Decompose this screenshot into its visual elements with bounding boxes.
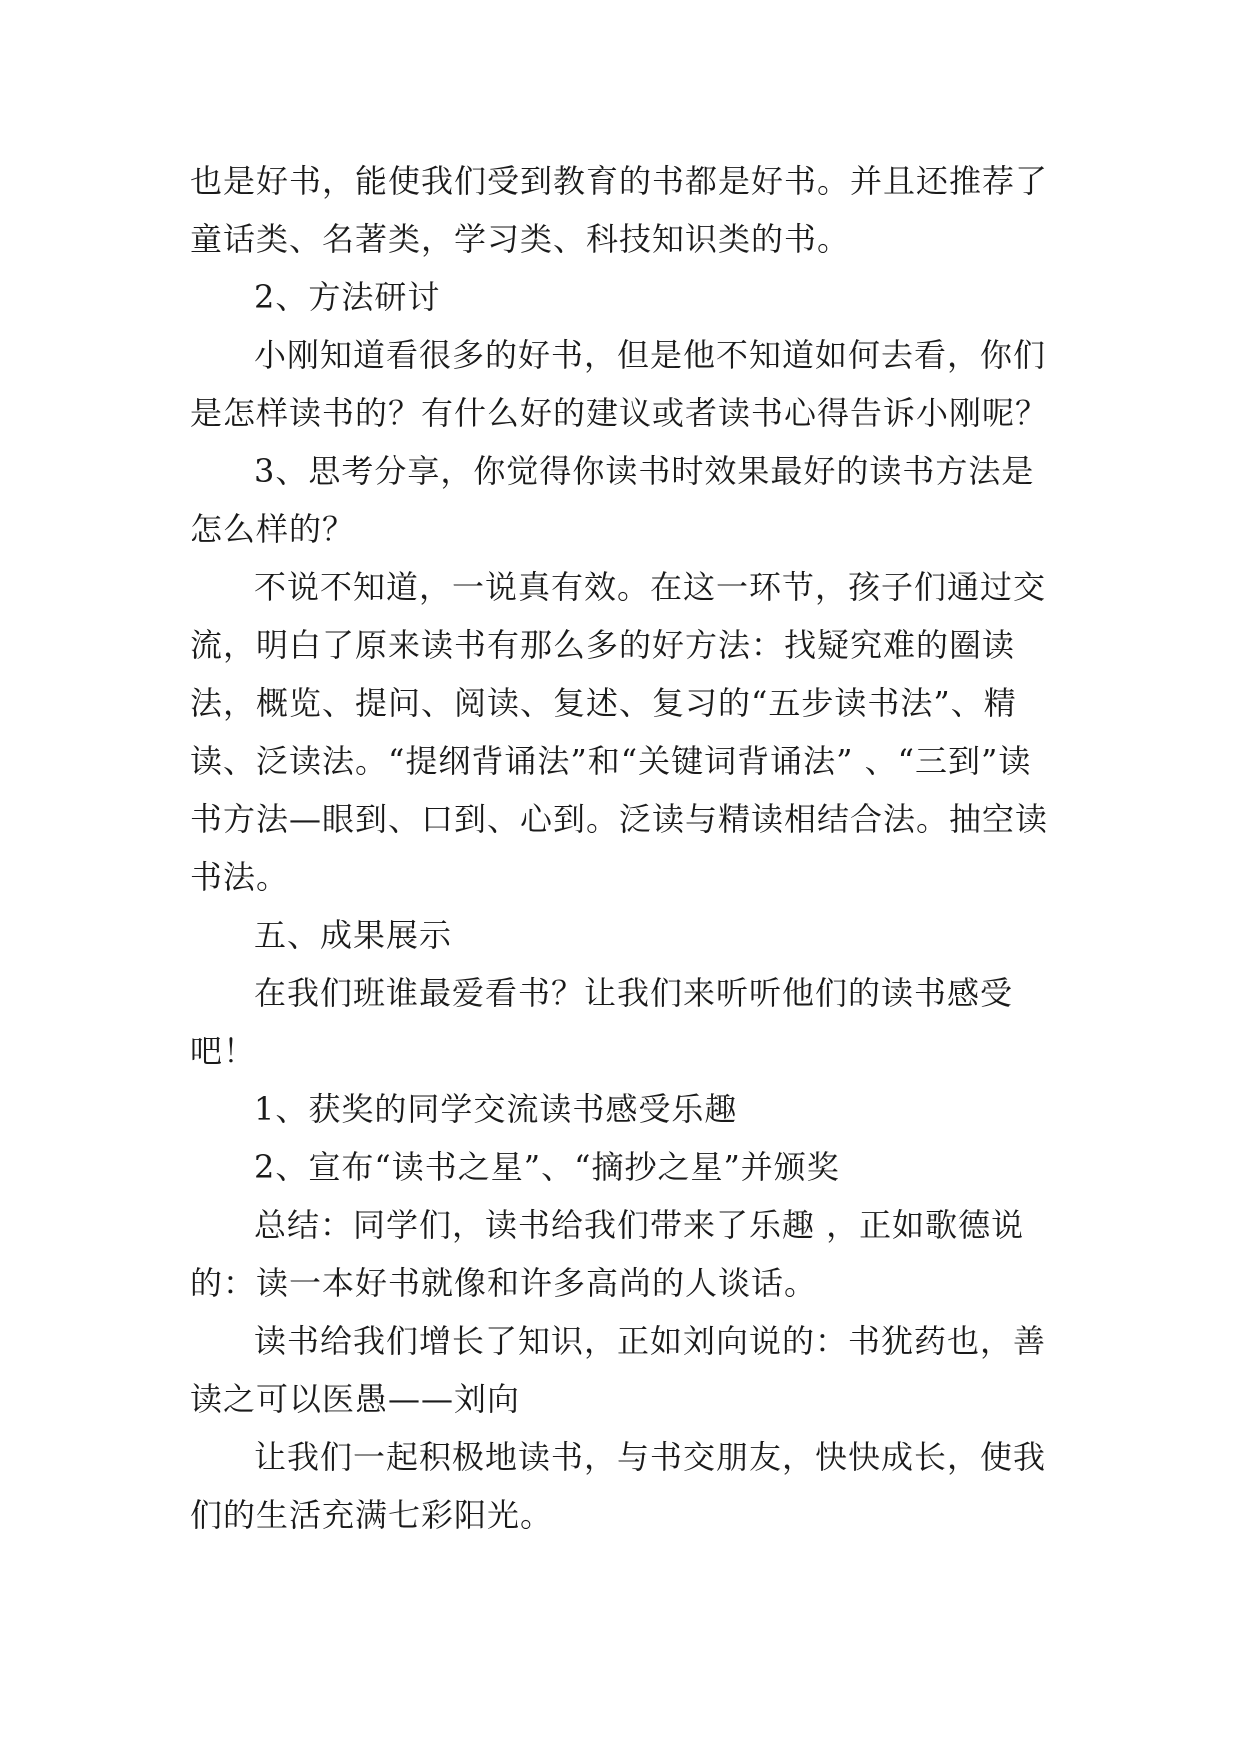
- section-heading-method-discussion: 2、方法研讨: [254, 278, 441, 316]
- document-body: [190, 152, 1060, 1544]
- paragraph: 不说不知道，一说真有效。在这一环节，孩子们通过交流，明白了原来读书有那么多的好方法：找疑究难的圈读法，概览、提问、阅读、复述、复习的“五步读书法”、精读、泛读法。“提纲背诵法”和“关键词背诵法” 、“三到”读书方法—眼到、口到、心到。泛读与精读相结合法。抽空读书法。: [190, 568, 1049, 896]
- paragraph: 读书给我们增长了知识，正如刘向说的：书犹药也，善读之可以医愚——刘向: [190, 1322, 1047, 1418]
- paragraph: 在我们班谁最爱看书？让我们来听听他们的读书感受吧！: [190, 974, 1014, 1070]
- section-heading-results: 五、成果展示: [254, 916, 453, 954]
- section-heading-think-share: 3、思考分享，你觉得你读书时效果最好的读书方法是怎么样的？: [190, 452, 1035, 548]
- list-item: 2、宣布“读书之星”、“摘抄之星”并颁奖: [254, 1148, 840, 1186]
- paragraph-continuation: 也是好书，能使我们受到教育的书都是好书。并且还推荐了童话类、名著类，学习类、科技知识类的书。: [190, 162, 1049, 258]
- paragraph-summary: 总结：同学们，读书给我们带来了乐趣 ，正如歌德说的：读一本好书就像和许多高尚的人谈话。: [190, 1206, 1025, 1302]
- paragraph: 小刚知道看很多的好书，但是他不知道如何去看，你们是怎样读书的？有什么好的建议或者读书心得告诉小刚呢？: [190, 336, 1049, 432]
- paragraph-closing: 让我们一起积极地读书，与书交朋友，快快成长，使我们的生活充满七彩阳光。: [190, 1438, 1047, 1534]
- list-item: 1、获奖的同学交流读书感受乐趣: [254, 1090, 738, 1128]
